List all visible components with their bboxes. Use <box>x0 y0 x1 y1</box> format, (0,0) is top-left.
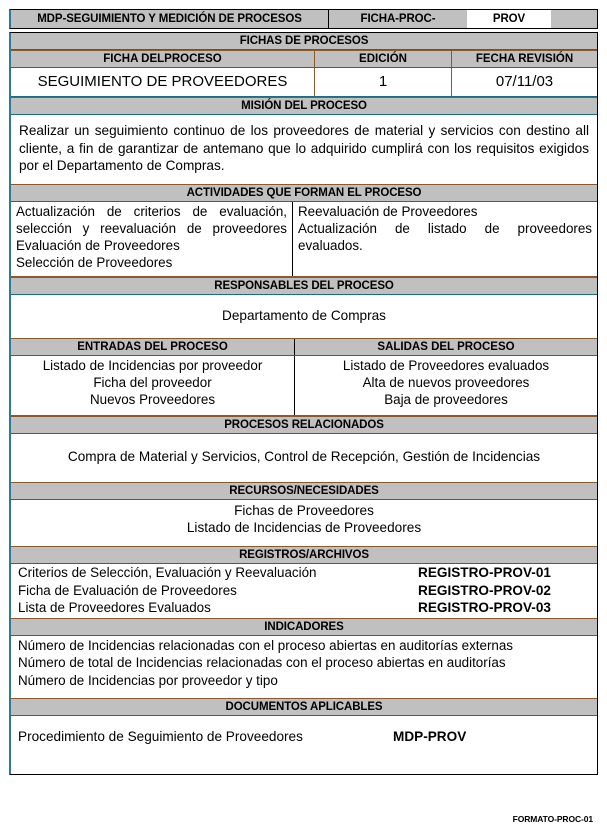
registro-name: Criterios de Selección, Evaluación y Reevaluación <box>18 564 317 580</box>
actividades-left-column <box>11 202 293 276</box>
registro-row <box>11 564 597 582</box>
documentos-row <box>11 716 597 774</box>
recurso-item: Fichas de Proveedores <box>234 502 374 518</box>
indicador-item: Número de Incidencias por proveedor y tipo <box>18 672 278 688</box>
indicador-item: Número de Incidencias relacionadas con el proceso abiertas en auditorías externas <box>18 637 513 653</box>
fichas-header-row <box>11 50 597 67</box>
actividades-right-column <box>293 202 597 276</box>
ficha-proc-label: FICHA-PROC- <box>360 13 436 25</box>
procesos-relacionados-section-header: PROCESOS RELACIONADOS <box>11 416 597 434</box>
recurso-item: Listado de Incidencias de Proveedores <box>186 520 422 536</box>
ficha-del-proceso-header: FICHA DELPROCESO <box>11 51 315 67</box>
registros-list <box>11 564 597 618</box>
actividad-item: Evaluación de Proveedores <box>16 237 180 253</box>
responsables-text: Departamento de Compras <box>222 307 386 323</box>
fichas-value-row <box>11 67 597 97</box>
documento-code: MDP-PROV <box>393 728 467 744</box>
registros-archivos-section-header: REGISTROS/ARCHIVOS <box>11 546 597 564</box>
header-filler <box>551 10 597 28</box>
documentos-aplicables-section-header: DOCUMENTOS APLICABLES <box>11 698 597 716</box>
registro-code: REGISTRO-PROV-03 <box>418 600 551 616</box>
actividades-columns <box>11 202 597 277</box>
documento-name: Procedimiento de Seguimiento de Proveedores <box>18 728 303 744</box>
entradas-salidas-body-row <box>11 356 597 416</box>
registro-name: Ficha de Evaluación de Proveedores <box>18 582 237 598</box>
recursos-list <box>11 500 597 546</box>
manual-title: MDP-SEGUIMIENTO Y MEDICIÓN DE PROCESOS <box>11 10 329 28</box>
actividad-item: Selección de Proveedores <box>16 254 173 270</box>
entrada-item: Ficha del proveedor <box>93 375 212 390</box>
fichas-de-procesos-banner: FICHAS DE PROCESOS <box>11 33 597 50</box>
salida-item: Listado de Proveedores evaluados <box>342 357 550 373</box>
entrada-item: Listado de Incidencias por proveedor <box>42 357 263 373</box>
fecha-revision-value: 07/11/03 <box>495 73 554 90</box>
entradas-header: ENTRADAS DEL PROCESO <box>11 339 295 355</box>
responsables-section-header: RESPONSABLES DEL PROCESO <box>11 277 597 295</box>
registro-row <box>11 599 597 617</box>
ficha-del-proceso-value: SEGUIMIENTO DE PROVEEDORES <box>11 68 315 96</box>
registro-code: REGISTRO-PROV-01 <box>418 564 551 580</box>
entradas-list <box>11 356 295 415</box>
indicador-item: Número de total de Incidencias relacionadas con el proceso abiertas en auditorías <box>18 655 506 671</box>
ficha-proc-code: PROV <box>467 10 551 28</box>
actividad-item: Actualización de criterios de evaluación, selección y reevaluación de proveedores <box>16 204 287 236</box>
edicion-header: EDICIÓN <box>315 51 452 67</box>
registro-row <box>11 582 597 600</box>
mision-section-header: MISIÓN DEL PROCESO <box>11 97 597 115</box>
registro-name: Lista de Proveedores Evaluados <box>18 600 211 616</box>
actividad-item: Reevaluación de Proveedores <box>298 204 478 220</box>
actividad-item: Actualización de listado de proveedores evaluados. <box>298 220 592 253</box>
document-footer-code: FORMATO-PROC-01 <box>512 814 593 824</box>
procesos-relacionados-text: Compra de Material y Servicios, Control de Recepción, Gestión de Incidencias <box>67 448 541 464</box>
edicion-value: 1 <box>315 68 452 96</box>
registro-code: REGISTRO-PROV-02 <box>418 582 551 598</box>
salida-item: Baja de proveedores <box>384 392 508 408</box>
entradas-salidas-header-row <box>11 338 597 356</box>
recursos-necesidades-section-header: RECURSOS/NECESIDADES <box>11 482 597 500</box>
indicadores-section-header: INDICADORES <box>11 618 597 636</box>
fecha-revision-header: FECHA REVISIÓN <box>475 53 574 65</box>
actividades-section-header: ACTIVIDADES QUE FORMAN EL PROCESO <box>11 184 597 202</box>
entrada-item: Nuevos Proveedores <box>89 392 216 408</box>
salidas-list <box>295 356 597 415</box>
salidas-header: SALIDAS DEL PROCESO <box>377 340 515 353</box>
document-header-bar <box>9 9 598 29</box>
indicadores-list <box>11 636 597 698</box>
process-sheet-table <box>9 32 598 775</box>
mision-text: Realizar un seguimiento continuo de los proveedores de material y servicios con destino all cliente, a fin de garantizar de antemano que lo adquirido cumplirá con los requisitos exigidos por el Departamento de Compras. <box>19 123 589 174</box>
salida-item: Alta de nuevos proveedores <box>362 375 530 390</box>
